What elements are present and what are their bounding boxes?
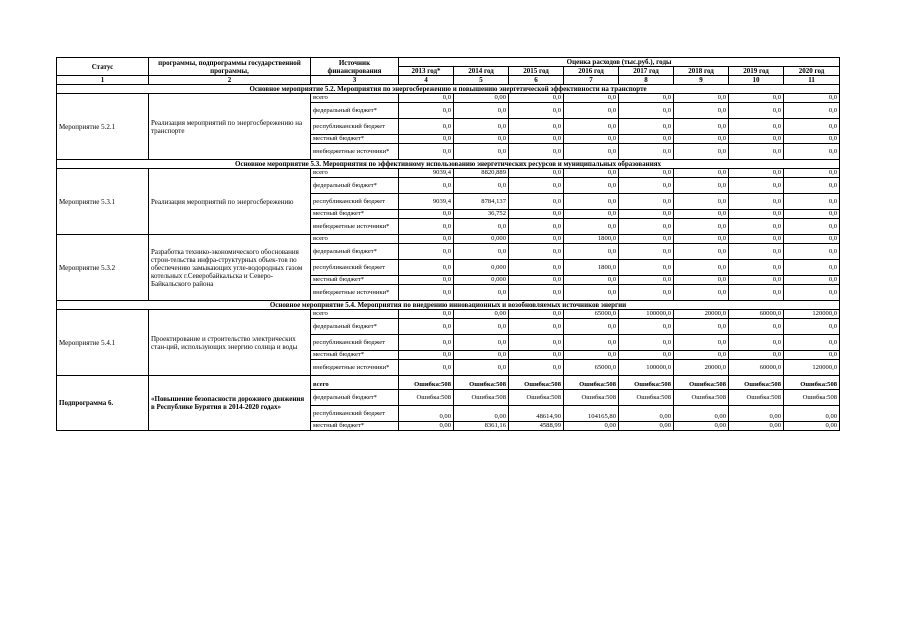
funding-source: местный бюджет* [311, 351, 399, 360]
value-cell: 0,0 [674, 260, 729, 276]
value-cell: 0,0 [509, 360, 564, 376]
value-cell: 0,0 [509, 260, 564, 276]
funding-source: федеральный бюджет* [311, 244, 399, 260]
value-cell: 0,0 [509, 210, 564, 219]
value-cell: 8784,137 [454, 194, 509, 210]
value-cell: 0,0 [729, 244, 784, 260]
value-cell: 0,0 [674, 94, 729, 103]
measure-status: Мероприятие 5.4.1 [57, 310, 149, 376]
value-cell: 0,0 [454, 360, 509, 376]
value-cell: 0,0 [564, 144, 619, 160]
value-cell: 0,0 [454, 178, 509, 194]
column-number: 1 [57, 76, 149, 85]
value-cell: 0,0 [509, 276, 564, 285]
value-cell: 0,0 [399, 210, 454, 219]
header-year: 2019 год [729, 67, 784, 76]
value-cell: 0,0 [674, 219, 729, 235]
value-cell: 0,0 [399, 351, 454, 360]
column-number: 4 [399, 76, 454, 85]
measure-name: Разработка технико-экономического обоснования строи-тельства инфра-структурных объек-тов по обеспечению замыкающих угле-водородных газом котельных г.Северобайкальска и Северо-Байкальского района [149, 235, 311, 301]
value-cell: 9039,4 [399, 169, 454, 178]
funding-source: республиканский бюджет [311, 260, 399, 276]
value-cell: 0,0 [564, 119, 619, 135]
section-title: Основное мероприятие 5.4. Мероприятия по внедрению инновационных и возобновляемых источников энергии [57, 301, 840, 310]
table-row [57, 235, 840, 244]
value-cell: 0,000 [454, 235, 509, 244]
value-cell: 0,0 [399, 119, 454, 135]
value-cell: 0,0 [619, 169, 674, 178]
value-cell: 0,0 [564, 335, 619, 351]
value-cell: 0,00 [619, 422, 674, 431]
header-program: программы, подпрограммы государственной программы, [149, 58, 311, 76]
value-cell: 0,0 [564, 94, 619, 103]
value-cell: 0,0 [454, 144, 509, 160]
value-cell: 0,0 [509, 244, 564, 260]
value-cell: 0,0 [729, 178, 784, 194]
measure-status: Мероприятие 5.3.2 [57, 235, 149, 301]
value-cell: 0,0 [399, 135, 454, 144]
value-cell: 1800,0 [564, 260, 619, 276]
value-cell: 0,0 [674, 319, 729, 335]
value-cell: 0,0 [399, 360, 454, 376]
value-cell: 0,0 [619, 335, 674, 351]
value-cell: 120000,0 [784, 360, 840, 376]
value-cell: 0,0 [674, 169, 729, 178]
value-cell: 0,0 [674, 244, 729, 260]
value-cell: Ошибка:508 [564, 376, 619, 390]
subprogram-name: «Повышение безопасности дорожного движения в Республике Бурятия в 2014-2020 годах» [149, 376, 311, 431]
value-cell: 0,0 [729, 169, 784, 178]
column-number: 11 [784, 76, 840, 85]
value-cell: 0,00 [564, 422, 619, 431]
value-cell: 0,0 [399, 244, 454, 260]
value-cell: 65000,0 [564, 310, 619, 319]
value-cell: 0,0 [784, 103, 840, 119]
value-cell: 0,0 [729, 94, 784, 103]
table-row [57, 94, 840, 103]
value-cell: 0,0 [729, 194, 784, 210]
column-number: 5 [454, 76, 509, 85]
value-cell: Ошибка:508 [399, 376, 454, 390]
value-cell: 0,0 [619, 244, 674, 260]
value-cell: Ошибка:508 [509, 376, 564, 390]
column-numbers-row [57, 76, 840, 85]
value-cell: 36,752 [454, 210, 509, 219]
column-number: 8 [619, 76, 674, 85]
value-cell: 0,0 [509, 319, 564, 335]
value-cell: 0,0 [619, 351, 674, 360]
value-cell: 0,0 [619, 285, 674, 301]
value-cell: 0,00 [729, 422, 784, 431]
value-cell: 0,0 [509, 310, 564, 319]
funding-source: всего [311, 169, 399, 178]
funding-source: федеральный бюджет* [311, 319, 399, 335]
budget-table [56, 57, 840, 431]
value-cell: 0,0 [784, 219, 840, 235]
header-row-1 [57, 58, 840, 67]
value-cell: 0,0 [564, 244, 619, 260]
value-cell: 0,0 [619, 94, 674, 103]
value-cell: 0,0 [399, 178, 454, 194]
value-cell: 0,0 [784, 119, 840, 135]
value-cell: 0,0 [674, 351, 729, 360]
value-cell: 0,0 [619, 219, 674, 235]
value-cell: 0,0 [619, 235, 674, 244]
funding-source: внебюджетные источники* [311, 360, 399, 376]
value-cell: 0,0 [784, 169, 840, 178]
value-cell: 0,0 [454, 319, 509, 335]
funding-source: федеральный бюджет* [311, 178, 399, 194]
header-year: 2015 год [509, 67, 564, 76]
value-cell: 0,0 [509, 135, 564, 144]
value-cell: 0,0 [509, 169, 564, 178]
value-cell: 0,0 [399, 319, 454, 335]
column-number: 6 [509, 76, 564, 85]
value-cell: 0,0 [619, 178, 674, 194]
funding-source: республиканский бюджет [311, 335, 399, 351]
value-cell: 0,0 [399, 260, 454, 276]
value-cell: 100000,0 [619, 310, 674, 319]
funding-source: всего [311, 310, 399, 319]
funding-source: местный бюджет* [311, 422, 399, 431]
value-cell: 0,0 [674, 194, 729, 210]
value-cell: 0,00 [399, 406, 454, 422]
value-cell: 0,0 [619, 210, 674, 219]
subprogram-status: Подпрограмма 6. [57, 376, 149, 431]
value-cell: 0,0 [399, 335, 454, 351]
funding-source: местный бюджет* [311, 276, 399, 285]
value-cell: 0,0 [509, 285, 564, 301]
value-cell: 0,0 [729, 285, 784, 301]
value-cell: 0,0 [399, 285, 454, 301]
value-cell: Ошибка:508 [454, 390, 509, 406]
value-cell: 0,00 [619, 406, 674, 422]
value-cell: 0,0 [509, 119, 564, 135]
value-cell: 0,0 [564, 169, 619, 178]
value-cell: 0,0 [509, 351, 564, 360]
funding-source: всего [311, 376, 399, 390]
funding-source: республиканский бюджет [311, 119, 399, 135]
section-header-row [57, 85, 840, 94]
value-cell: 0,0 [674, 276, 729, 285]
value-cell: 0,00 [454, 94, 509, 103]
funding-source: местный бюджет* [311, 210, 399, 219]
value-cell: 8820,889 [454, 169, 509, 178]
measure-name: Проектирование и строительство электрических стан-ций, использующих энергию солнца и воды [149, 310, 311, 376]
value-cell: 0,0 [399, 144, 454, 160]
value-cell: 0,0 [509, 144, 564, 160]
value-cell: 0,0 [454, 135, 509, 144]
value-cell: Ошибка:508 [564, 390, 619, 406]
value-cell: 0,0 [619, 119, 674, 135]
value-cell: Ошибка:508 [674, 390, 729, 406]
column-number: 7 [564, 76, 619, 85]
value-cell: 0,00 [399, 422, 454, 431]
value-cell: 0,0 [784, 235, 840, 244]
value-cell: 0,0 [564, 210, 619, 219]
value-cell: 0,0 [509, 335, 564, 351]
header-source: Источник финансирования [311, 58, 399, 76]
value-cell: 0,0 [784, 135, 840, 144]
value-cell: 0,0 [729, 135, 784, 144]
funding-source: федеральный бюджет* [311, 103, 399, 119]
value-cell: 120000,0 [784, 310, 840, 319]
value-cell: 65000,0 [564, 360, 619, 376]
value-cell: 0,0 [729, 235, 784, 244]
value-cell: 0,0 [729, 103, 784, 119]
value-cell: 48614,90 [509, 406, 564, 422]
section-title: Основное мероприятие 5.3. Мероприятия по эффективному использованию энергетических ресурсов и муниципальных образованиях [57, 160, 840, 169]
funding-source: всего [311, 94, 399, 103]
value-cell: 0,00 [674, 422, 729, 431]
value-cell: 1800,0 [564, 235, 619, 244]
value-cell: 20000,0 [674, 360, 729, 376]
value-cell: 0,00 [674, 406, 729, 422]
header-status: Статус [57, 58, 149, 76]
value-cell: 0,00 [454, 406, 509, 422]
value-cell: 0,00 [784, 406, 840, 422]
value-cell: 0,000 [454, 260, 509, 276]
value-cell: 0,0 [564, 351, 619, 360]
value-cell: 0,0 [509, 219, 564, 235]
value-cell: 8361,16 [454, 422, 509, 431]
value-cell: 0,0 [454, 335, 509, 351]
value-cell: 0,0 [399, 310, 454, 319]
value-cell: Ошибка:508 [619, 376, 674, 390]
value-cell: 0,0 [674, 335, 729, 351]
value-cell: 0,0 [564, 135, 619, 144]
value-cell: 0,0 [564, 103, 619, 119]
value-cell: 0,00 [454, 310, 509, 319]
value-cell: 0,0 [784, 94, 840, 103]
value-cell: 60000,0 [729, 360, 784, 376]
header-year: 2016 год [564, 67, 619, 76]
value-cell: 0,0 [399, 94, 454, 103]
value-cell: Ошибка:508 [674, 376, 729, 390]
funding-source: республиканский бюджет [311, 406, 399, 422]
value-cell: 0,0 [509, 178, 564, 194]
value-cell: 0,0 [674, 235, 729, 244]
value-cell: 0,0 [784, 260, 840, 276]
value-cell: 0,0 [509, 235, 564, 244]
table-row [57, 169, 840, 178]
value-cell: 0,0 [619, 144, 674, 160]
value-cell: 0,00 [784, 422, 840, 431]
value-cell: 0,0 [674, 103, 729, 119]
value-cell: Ошибка:508 [784, 376, 840, 390]
value-cell: 0,0 [619, 276, 674, 285]
value-cell: Ошибка:508 [619, 390, 674, 406]
value-cell: 100000,0 [619, 360, 674, 376]
value-cell: 0,0 [619, 260, 674, 276]
value-cell: 0,0 [454, 285, 509, 301]
value-cell: 0,0 [729, 219, 784, 235]
value-cell: 0,0 [454, 244, 509, 260]
value-cell: 0,0 [674, 144, 729, 160]
header-year: 2017 год [619, 67, 674, 76]
value-cell: Ошибка:508 [729, 390, 784, 406]
funding-source: местный бюджет* [311, 135, 399, 144]
value-cell: 0,0 [399, 235, 454, 244]
value-cell: Ошибка:508 [784, 390, 840, 406]
measure-status: Мероприятие 5.2.1 [57, 94, 149, 160]
funding-source: внебюджетные источники* [311, 144, 399, 160]
funding-source: внебюджетные источники* [311, 285, 399, 301]
funding-source: внебюджетные источники* [311, 219, 399, 235]
header-year: 2020 год [784, 67, 840, 76]
value-cell: 4588,99 [509, 422, 564, 431]
header-year: 2018 год [674, 67, 729, 76]
value-cell: Ошибка:508 [454, 376, 509, 390]
value-cell: 0,0 [564, 319, 619, 335]
value-cell: 0,000 [454, 276, 509, 285]
value-cell: 0,0 [674, 285, 729, 301]
section-title: Основное мероприятие 5.2. Мероприятия по энергосбережению и повышению энергетической эффективности на транспорте [57, 85, 840, 94]
value-cell: 0,0 [564, 285, 619, 301]
value-cell: 0,0 [729, 319, 784, 335]
funding-source: республиканский бюджет [311, 194, 399, 210]
value-cell: 0,0 [509, 194, 564, 210]
column-number: 10 [729, 76, 784, 85]
value-cell: 0,0 [674, 135, 729, 144]
value-cell: 0,0 [784, 319, 840, 335]
value-cell: 0,0 [619, 319, 674, 335]
value-cell: 0,0 [509, 94, 564, 103]
value-cell: 0,0 [619, 103, 674, 119]
value-cell: 0,0 [564, 178, 619, 194]
value-cell: 0,0 [729, 144, 784, 160]
value-cell: 0,0 [784, 144, 840, 160]
value-cell: 0,0 [784, 276, 840, 285]
header-estimate: Оценка расходов (тыс.руб.), годы [399, 58, 840, 67]
table-row [57, 310, 840, 319]
header-year: 2014 год [454, 67, 509, 76]
value-cell: 0,0 [674, 119, 729, 135]
value-cell: 0,0 [399, 276, 454, 285]
value-cell: 20000,0 [674, 310, 729, 319]
value-cell: 0,0 [454, 119, 509, 135]
value-cell: 0,0 [784, 351, 840, 360]
value-cell: 0,0 [674, 210, 729, 219]
value-cell: 0,0 [674, 178, 729, 194]
funding-source: всего [311, 235, 399, 244]
value-cell: 0,0 [564, 194, 619, 210]
measure-status: Мероприятие 5.3.1 [57, 169, 149, 235]
value-cell: 0,0 [729, 119, 784, 135]
value-cell: Ошибка:508 [729, 376, 784, 390]
value-cell: 0,0 [399, 103, 454, 119]
measure-name: Реализация мероприятий по энергосбережению [149, 169, 311, 235]
value-cell: 0,0 [784, 335, 840, 351]
column-number: 2 [149, 76, 311, 85]
value-cell: 0,0 [564, 276, 619, 285]
table-row [57, 376, 840, 390]
value-cell: 0,0 [619, 135, 674, 144]
section-header-row [57, 160, 840, 169]
header-year: 2013 год* [399, 67, 454, 76]
value-cell: 0,0 [729, 351, 784, 360]
value-cell: 0,0 [454, 219, 509, 235]
value-cell: Ошибка:508 [399, 390, 454, 406]
funding-source: федеральный бюджет* [311, 390, 399, 406]
value-cell: 0,0 [729, 276, 784, 285]
section-header-row [57, 301, 840, 310]
column-number: 9 [674, 76, 729, 85]
value-cell: 0,0 [784, 244, 840, 260]
value-cell: Ошибка:508 [509, 390, 564, 406]
value-cell: 0,0 [454, 351, 509, 360]
value-cell: 0,0 [564, 219, 619, 235]
value-cell: 9039,4 [399, 194, 454, 210]
value-cell: 0,0 [399, 219, 454, 235]
value-cell: 0,0 [784, 210, 840, 219]
value-cell: 0,0 [729, 260, 784, 276]
value-cell: 0,0 [619, 194, 674, 210]
measure-name: Реализация мероприятий по энергосбережению на транспорте [149, 94, 311, 160]
value-cell: 0,0 [729, 210, 784, 219]
value-cell: 0,00 [729, 406, 784, 422]
value-cell: 0,0 [454, 103, 509, 119]
value-cell: 0,0 [784, 178, 840, 194]
column-number: 3 [311, 76, 399, 85]
value-cell: 0,0 [729, 335, 784, 351]
value-cell: 104165,80 [564, 406, 619, 422]
value-cell: 60000,0 [729, 310, 784, 319]
value-cell: 0,0 [784, 194, 840, 210]
value-cell: 0,0 [784, 285, 840, 301]
value-cell: 0,0 [509, 103, 564, 119]
